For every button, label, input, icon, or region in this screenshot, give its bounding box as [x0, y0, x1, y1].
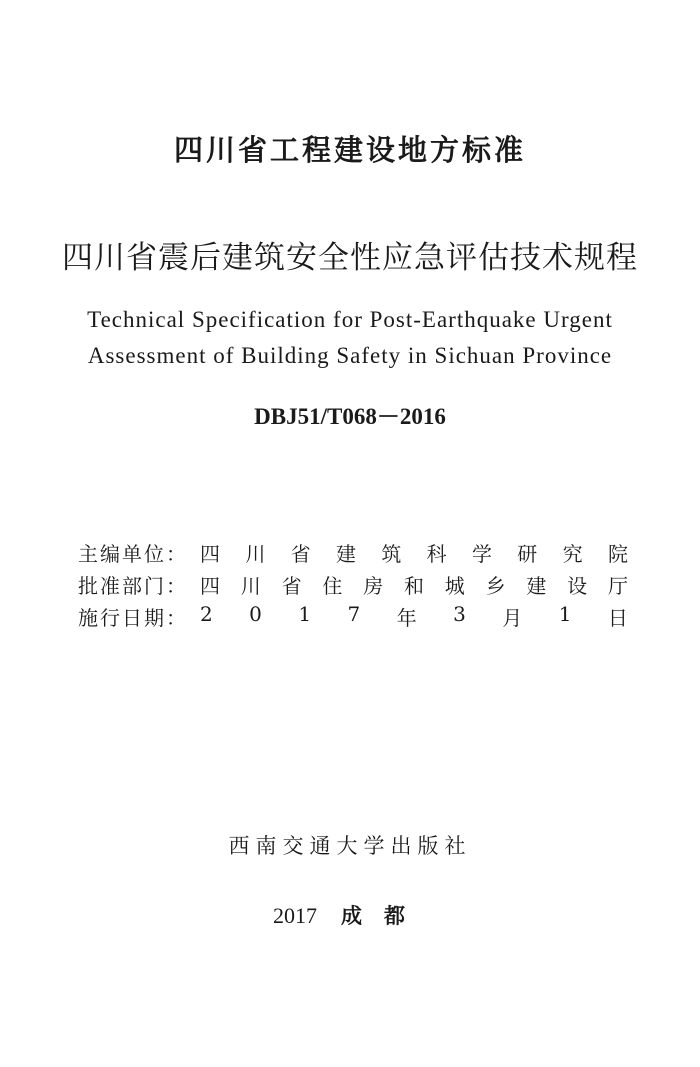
- publisher-name: 西南交通大学出版社: [228, 834, 472, 858]
- series-title: 四川省工程建设地方标准: [173, 133, 526, 167]
- effective-date-row: [78, 601, 628, 631]
- approver-row: [78, 569, 628, 599]
- editor-row: [78, 537, 628, 567]
- approver-label: 批准部门：: [78, 573, 188, 598]
- english-title-line-2: Assessment of Building Safety in Sichuan Province: [87, 343, 613, 368]
- english-title-line-1: Technical Specification for Post-Earthquake Urgent: [87, 307, 613, 332]
- effective-date-value: 2 0 1 7 年 3 月 1 日: [200, 601, 628, 630]
- editor-value: 四 川 省 建 筑 科 学 研 究 院: [200, 541, 628, 566]
- document-title: 四川省震后建筑安全性应急评估技术规程: [62, 240, 638, 276]
- editor-label: 主编单位：: [78, 541, 188, 566]
- publication-city: 成都: [341, 904, 427, 928]
- publication-year: 2017: [273, 903, 317, 928]
- effective-date-label: 施行日期：: [78, 605, 188, 630]
- approver-value: 四 川 省 住 房 和 城 乡 建 设 厅: [200, 573, 628, 598]
- standard-code: DBJ51/T068－2016: [254, 404, 446, 429]
- publication-line: [0, 900, 700, 930]
